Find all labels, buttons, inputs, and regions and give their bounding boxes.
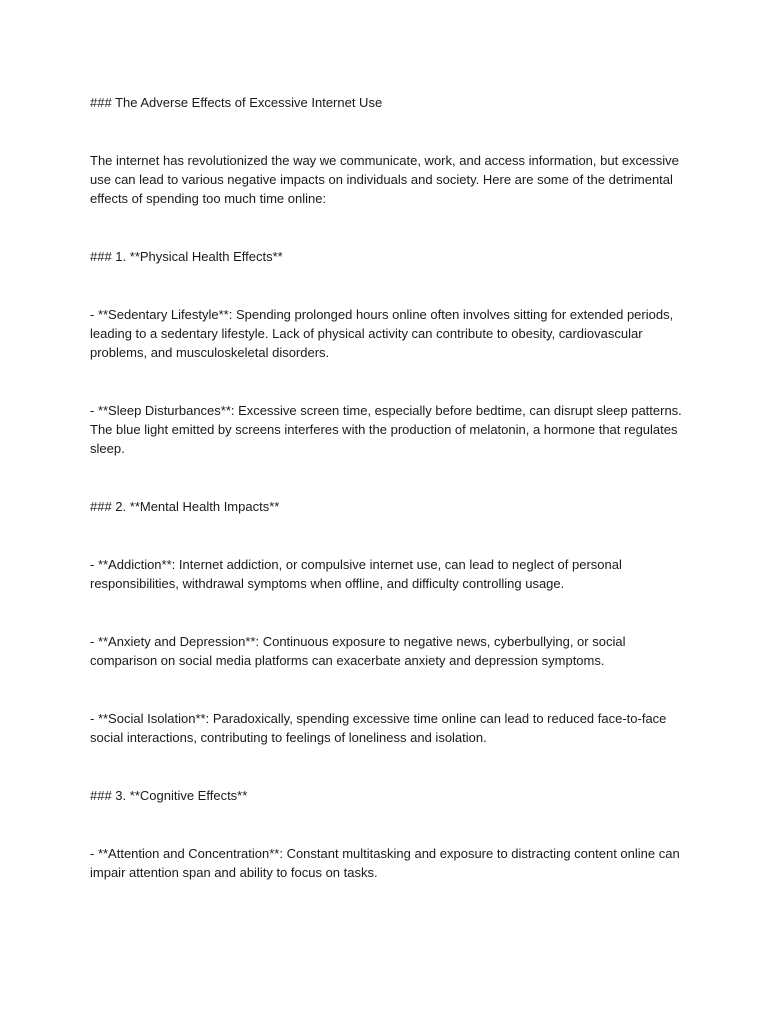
section-heading-cognitive: ### 3. **Cognitive Effects** — [90, 788, 248, 803]
document-title: ### The Adverse Effects of Excessive Internet Use — [90, 95, 383, 110]
list-item-attention-concentration: - **Attention and Concentration**: Constant multitasking and exposure to distracting content online can impair attention span and ability to focus on tasks. — [90, 846, 680, 881]
list-item-addiction: - **Addiction**: Internet addiction, or compulsive internet use, can lead to neglect of personal responsibilities, withdrawal symptoms when offline, and difficulty controlling usage. — [90, 557, 622, 592]
section-heading-mental: ### 2. **Mental Health Impacts** — [90, 499, 280, 514]
list-item-social-isolation: - **Social Isolation**: Paradoxically, spending excessive time online can lead to reduced face-to-face social interactions, contributing to feelings of loneliness and isolation. — [90, 711, 667, 746]
list-item-sleep-disturbances: - **Sleep Disturbances**: Excessive screen time, especially before bedtime, can disrupt sleep patterns. The blue light emitted by screens interferes with the production of melatonin, a hormone that regulates sleep. — [90, 403, 682, 457]
intro-paragraph: The internet has revolutionized the way we communicate, work, and access information, but excessive use can lead to various negative impacts on individuals and society. Here are some of the detrimental effects of spending too much time online: — [90, 153, 679, 207]
section-heading-physical: ### 1. **Physical Health Effects** — [90, 249, 283, 264]
list-item-sedentary-lifestyle: - **Sedentary Lifestyle**: Spending prolonged hours online often involves sitting for extended periods, leading to a sedentary lifestyle. Lack of physical activity can contribute to obesity, cardiovascular problems, and musculoskeletal disorders. — [90, 307, 674, 361]
list-item-anxiety-depression: - **Anxiety and Depression**: Continuous exposure to negative news, cyberbullying, or social comparison on social media platforms can exacerbate anxiety and depression symptoms. — [90, 634, 626, 669]
